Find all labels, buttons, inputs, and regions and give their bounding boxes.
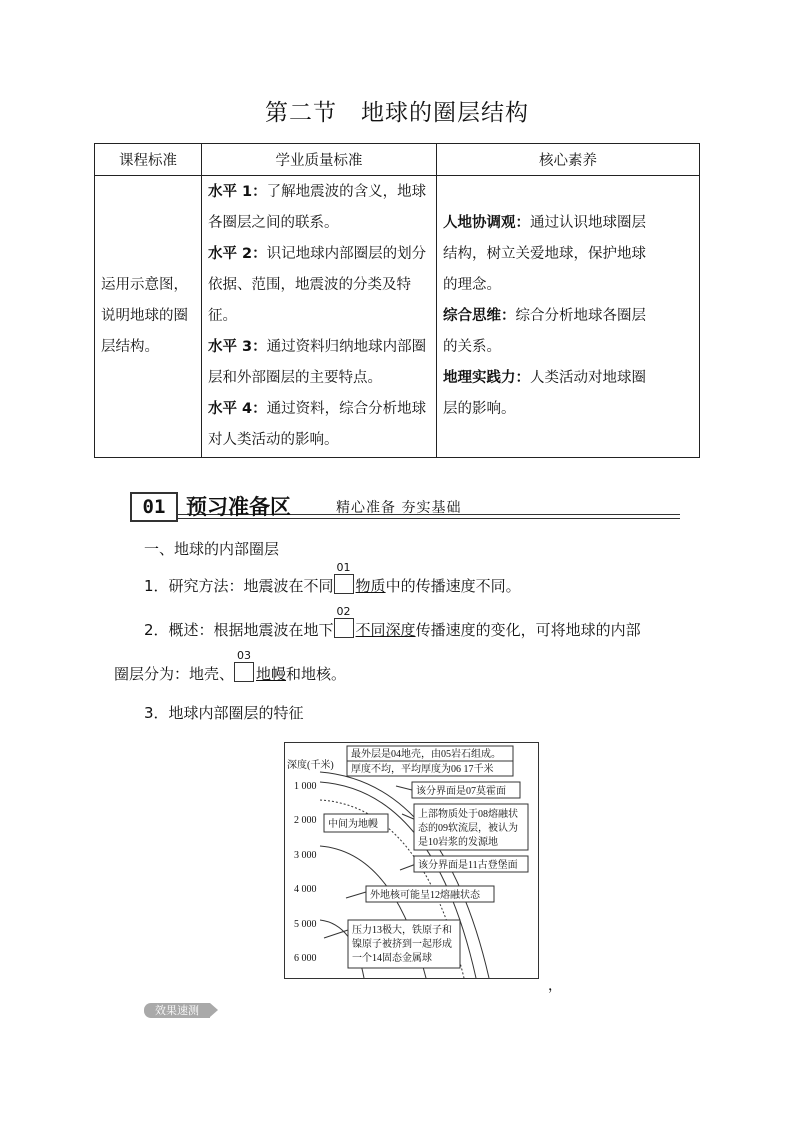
asthenosphere-label: 态的09软流层，被认为 [418, 823, 518, 834]
moho-label: 该分界面是07莫霍面 [416, 786, 506, 797]
course-standard-line: 层结构。 [101, 339, 159, 355]
literacy-2: 综合思维：综合分析地球各圈层 [443, 308, 646, 324]
mantle-label: 中间为地幔 [328, 819, 378, 830]
inner-core-label: 镍原子被挤到一起形成 [352, 939, 452, 950]
section-heading: 一、地球的内部圈层 [144, 540, 280, 558]
asthenosphere-label: 上部物质处于08熔融状 [418, 809, 518, 820]
answer-text: 物质 [355, 577, 386, 595]
course-standard-line: 说明地球的圈 [101, 308, 188, 324]
quality-level-3-cont: 层和外部圈层的主要特点。 [208, 370, 382, 386]
course-standard-cell [95, 176, 202, 458]
answer-text: 地幔 [256, 665, 287, 683]
blank-box-icon: 03 [234, 662, 254, 682]
item-2: 2．概述：根据地震波在地下 02 不同深度传播速度的变化，可将地球的内部 [144, 605, 641, 639]
crust-thickness-label: 厚度不均，平均厚度为06 17千米 [351, 764, 494, 775]
answer-blank [234, 649, 256, 683]
quality-level-4: 水平 4：通过资料，综合分析地球 [208, 401, 427, 417]
gutenberg-label: 该分界面是11古登堡面 [418, 860, 518, 871]
table-header-row [95, 144, 700, 176]
literacy-1-cont: 结构，树立关爱地球，保护地球 [443, 246, 646, 262]
quiz-tag: 效果速测 [144, 1003, 210, 1018]
literacy-1: 人地协调观：通过认识地球圈层 [443, 215, 646, 231]
item-2-continued: 圈层分为：地壳、 03 地幔和地核。 [114, 649, 347, 683]
crust-label: 最外层是04地壳，由05岩石组成。 [351, 749, 501, 760]
quality-level-1: 水平 1：了解地震波的含义，地球 [208, 184, 427, 200]
banner-number: 01 [130, 492, 178, 522]
item-3: 3．地球内部圈层的特征 [144, 704, 304, 722]
depth-tick: 1 000 [294, 781, 317, 792]
blank-box-icon: 02 [334, 618, 354, 638]
literacy-1-cont2: 的理念。 [443, 277, 501, 293]
earth-layers-diagram [284, 742, 540, 980]
depth-tick: 4 000 [294, 884, 317, 895]
depth-tick: 6 000 [294, 953, 317, 964]
header-course-standard: 课程标准 [95, 144, 202, 176]
literacy-3-cont: 层的影响。 [443, 401, 516, 417]
quality-level-3: 水平 3：通过资料归纳地球内部圈 [208, 339, 427, 355]
section-banner [128, 490, 680, 522]
inner-core-label: 压力13极大，铁原子和 [352, 925, 452, 936]
quality-level-2-cont: 依据、范围，地震波的分类及特 [208, 277, 411, 293]
quality-level-2-cont2: 征。 [208, 308, 237, 324]
quality-level-2: 水平 2：识记地球内部圈层的划分 [208, 246, 427, 262]
quality-level-1-cont: 各圈层之间的联系。 [208, 215, 339, 231]
trailing-comma: ， [548, 978, 562, 994]
literacy-3: 地理实践力：人类活动对地球圈 [443, 370, 646, 386]
header-quality-standard: 学业质量标准 [202, 144, 437, 176]
core-literacy-cell [437, 176, 700, 458]
page-title: 第二节 地球的圈层结构 [265, 100, 529, 126]
asthenosphere-label: 是10岩浆的发源地 [418, 837, 498, 848]
item-1: 1．研究方法：地震波在不同 01 物质中的传播速度不同。 [144, 561, 521, 595]
blank-box-icon: 01 [334, 574, 354, 594]
depth-tick: 2 000 [294, 815, 317, 826]
inner-core-label: 一个14固态金属球 [352, 953, 432, 964]
diagram-ylabel: 深度(千米) [287, 760, 334, 771]
banner-subtitle: 精心准备 夯实基础 [336, 500, 462, 516]
course-standard-line: 运用示意图， [101, 277, 188, 293]
literacy-2-cont: 的关系。 [443, 339, 501, 355]
answer-blank [334, 605, 356, 639]
curriculum-table [94, 143, 700, 458]
answer-text: 不同深度 [355, 621, 416, 639]
quality-standard-cell [202, 176, 437, 458]
quality-level-4-cont: 对人类活动的影响。 [208, 432, 339, 448]
outer-core-label: 外地核可能呈12熔融状态 [370, 890, 480, 901]
header-core-literacy: 核心素养 [437, 144, 700, 176]
banner-title: 预习准备区 [186, 495, 291, 519]
depth-tick: 5 000 [294, 919, 317, 930]
depth-tick: 3 000 [294, 850, 317, 861]
answer-blank [334, 561, 356, 595]
table-row [95, 176, 700, 458]
